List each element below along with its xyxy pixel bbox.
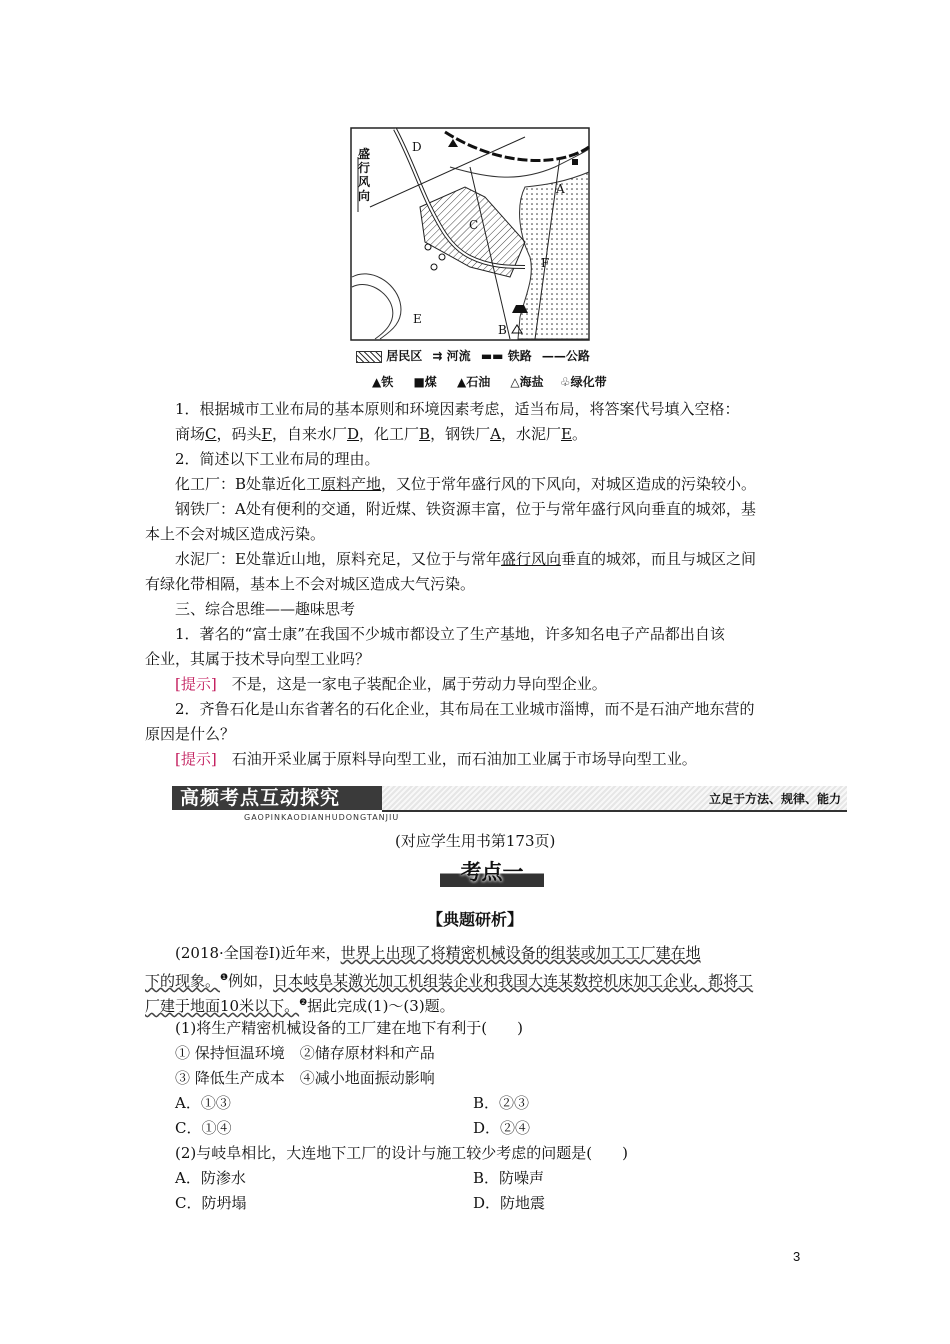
q1-answers: 商场C，码头F，自来水厂D，化工厂B，钢铁厂A，水泥厂E。 (175, 425, 587, 443)
sub1-options-2: ③ 降低生产成本 ④减小地面振动影响 (175, 1069, 435, 1087)
q2-chem: 化工厂：B处靠近化工原料产地，又位于常年盛行风的下风向，对城区造成的污染较小。 (175, 475, 757, 493)
s3-q2-hint: [提示] 石油开采业属于原料导向型工业，而石油加工业属于市场导向型工业。 (175, 750, 697, 768)
map-label-b: B (498, 323, 507, 337)
s3-q1-hint: [提示] 不是，这是一家电子装配企业，属于劳动力导向型企业。 (175, 675, 607, 693)
s3-q2-line1: 2．齐鲁石化是山东省著名的石化企业，其布局在工业城市淄博，而不是石油产地东营的 (175, 700, 755, 718)
sub2-choice-a: A．防渗水 (175, 1169, 246, 1187)
s3-q2-line2: 原因是什么？ (145, 725, 236, 743)
map-label-f: F (541, 256, 550, 270)
q2-steel-1: 钢铁厂：A处有便利的交通，附近煤、铁资源丰富，位于与常年盛行风向垂直的城郊，基 (175, 500, 756, 518)
section3-title: 三、综合思维——趣味思考 (175, 600, 356, 618)
legend-row-1: 居民区 ⇉ 河流 ▬▬ 铁路 ——公路 (356, 347, 590, 364)
map-label-d: D (412, 140, 422, 154)
sub1-choice-b: B．②③ (473, 1094, 530, 1112)
sub2-choice-d: D．防地震 (473, 1194, 546, 1212)
passage-line-3: 厂建于地面10米以下。$^❷$据此完成(1)～(3)题。 (145, 997, 455, 1015)
sub1-stem: (1)将生产精密机械设备的工厂建在地下有利于( ) (175, 1019, 523, 1037)
q1-prompt: 1．根据城市工业布局的基本原则和环境因素考虑，适当布局，将答案代号填入空格： (175, 400, 740, 418)
legend-row-2: ▲铁 ■煤 ▲石油 △海盐 ♧绿化带 (372, 375, 607, 389)
dianti-heading: 【典题研析】 (427, 910, 524, 929)
banner-title: 高频考点互动探究 (180, 787, 341, 809)
sub1-choice-d: D．②④ (473, 1119, 531, 1137)
q2-cement-1: 水泥厂：E处靠近山地，原料充足，又位于与常年盛行风向垂直的城郊，而且与城区之间 (175, 550, 756, 568)
map-label-e: E (413, 312, 422, 326)
industrial-layout-map (350, 127, 590, 341)
sub2-choice-b: B．防噪声 (473, 1169, 545, 1187)
banner-slogan: 立足于方法、规律、能力 (708, 792, 841, 806)
s3-q1-line1: 1．著名的“富士康”在我国不少城市都设立了生产基地，许多知名电子产品都出自该 (175, 625, 725, 643)
q2-cement-2: 有绿化带相隔，基本上不会对城区造成大气污染。 (145, 575, 476, 593)
passage-line-2: 下的现象。$^❶$例如，日本岐阜某激光加工机组装企业和我国大连某数控机床加工企业，都将工 (145, 972, 754, 990)
coal-icon (572, 159, 578, 165)
sub1-options-1: ① 保持恒温环境 ②储存原材料和产品 (175, 1044, 435, 1062)
map-label-c: C (469, 218, 479, 232)
section-banner (172, 783, 847, 823)
q2-steel-2: 本上不会对城区造成污染。 (145, 525, 326, 543)
passage-line-1: (2018·全国卷Ⅰ)近年来，世界上出现了将精密机械设备的组装或加工工厂建在地 (175, 944, 701, 962)
q2-prompt: 2．简述以下工业布局的理由。 (175, 450, 380, 468)
sub2-choice-c: C．防坍塌 (175, 1194, 247, 1212)
sub2-stem: (2)与岐阜相比，大连地下工厂的设计与施工较少考虑的问题是( ) (175, 1144, 628, 1162)
sub1-choice-a: A．①③ (175, 1094, 231, 1112)
banner-pinyin: GAOPINKAODIANHUDONGTANJIU (244, 813, 400, 822)
wind-label: 盛行风向 (358, 147, 371, 203)
page-number: 3 (793, 1249, 801, 1264)
s3-q1-line2: 企业，其属于技术导向型工业吗？ (145, 650, 371, 668)
textbook-reference: (对应学生用书第173页) (395, 832, 556, 850)
map-label-a: A (556, 182, 565, 196)
kaodian-heading: 考点一 (440, 857, 544, 887)
sub1-choice-c: C．①④ (175, 1119, 232, 1137)
